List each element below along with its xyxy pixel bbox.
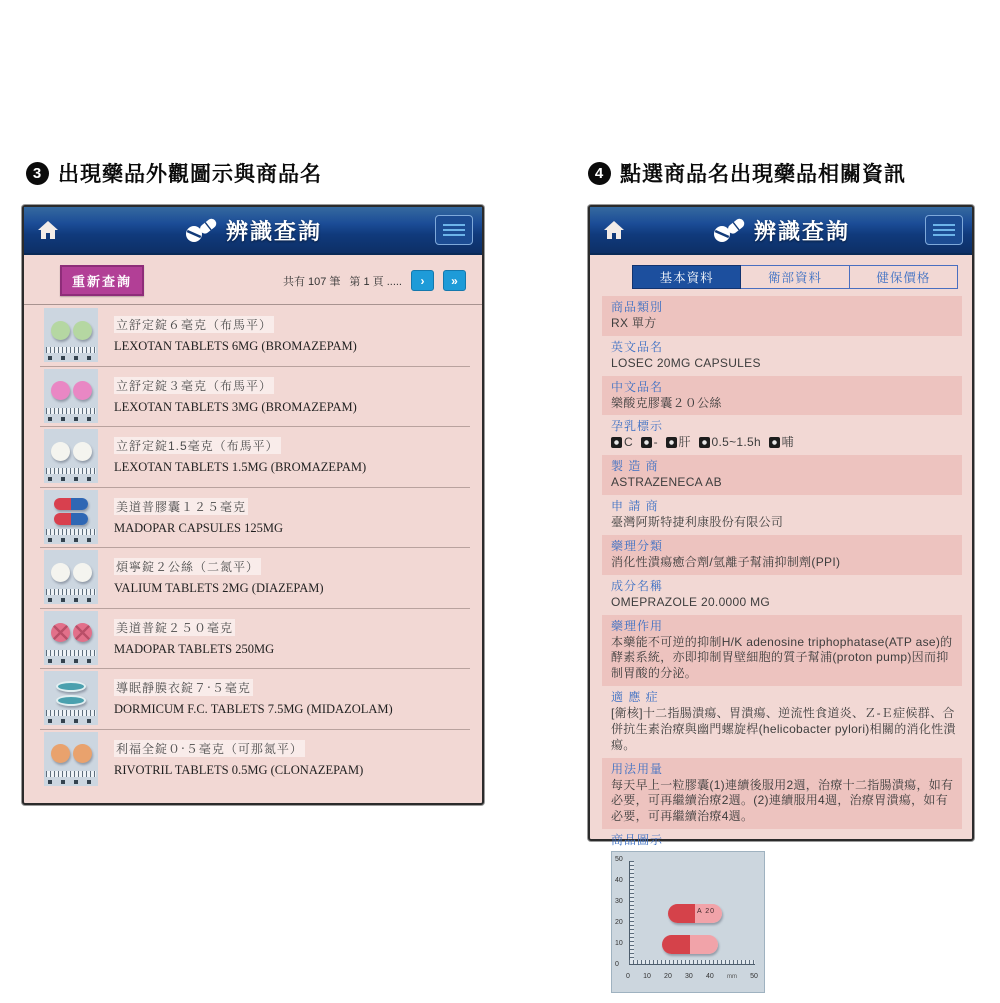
field-value: RX 單方 <box>611 316 657 330</box>
drug-list-item[interactable] <box>24 366 482 427</box>
lactation-icon <box>641 437 652 448</box>
drug-list-item[interactable] <box>24 426 482 487</box>
x-axis-ticks: 0 10 20 30 40 mm 50 <box>626 973 758 981</box>
results-toolbar <box>24 255 482 305</box>
white-tablet-icon <box>73 442 92 461</box>
drug-photo-thumbnail <box>44 490 98 544</box>
drug-name-zh[interactable]: 導眠靜膜衣錠７‧５毫克 <box>116 681 251 696</box>
last-page-button[interactable]: » <box>443 270 466 291</box>
capsule-marking: A 20 <box>696 908 715 916</box>
field-label: 成分名稱 <box>611 578 664 593</box>
red-pink-capsule-icon <box>668 904 722 923</box>
field-product-category <box>602 296 962 336</box>
drug-name-en[interactable]: MADOPAR CAPSULES 125MG <box>114 520 284 535</box>
pink-tablet-icon <box>73 381 92 400</box>
field-label: 製 造 商 <box>611 459 659 474</box>
drug-name-zh[interactable]: 立舒定錠３毫克（布馬平） <box>116 378 273 393</box>
step-caption-left <box>26 158 322 188</box>
drug-photo-thumbnail <box>44 671 98 725</box>
pink-tablet-icon <box>51 381 70 400</box>
home-icon <box>603 220 625 240</box>
drug-list-item[interactable] <box>24 729 482 790</box>
field-label: 中文品名 <box>611 379 664 394</box>
red-pink-capsule-icon <box>662 935 718 954</box>
field-label: 申 請 商 <box>611 499 659 514</box>
drug-name-en[interactable]: RIVOTRIL TABLETS 0.5MG (CLONAZEPAM) <box>114 762 364 777</box>
app-bar <box>24 207 482 255</box>
field-pregnancy-lactation <box>602 415 972 455</box>
field-label: 商品圖示 <box>611 833 664 848</box>
field-value: OMEPRAZOLE 20.0000 MG <box>611 594 771 609</box>
field-label: 孕乳標示 <box>611 419 664 434</box>
field-pharm-action <box>602 615 962 686</box>
orange-tablet-icon <box>73 744 92 763</box>
drug-names <box>114 377 357 415</box>
drug-name-en[interactable]: DORMICUM F.C. TABLETS 7.5MG (MIDAZOLAM) <box>114 702 393 717</box>
red-blue-capsule-icon <box>54 498 88 510</box>
pink-scored-tablet-icon <box>73 623 92 642</box>
field-ingredient <box>602 575 972 615</box>
field-value: 消化性潰瘍癒合劑/氫離子幫浦抑制劑(PPI) <box>611 554 841 569</box>
next-page-button[interactable]: › <box>411 270 434 291</box>
field-value: LOSEC 20MG CAPSULES <box>611 355 761 370</box>
field-label: 藥理分類 <box>611 538 664 553</box>
white-tablet-icon <box>51 442 70 461</box>
step-caption-text: 點選商品名出現藥品相關資訊 <box>620 163 906 186</box>
green-tablet-icon <box>51 321 70 340</box>
drug-list-item[interactable] <box>24 487 482 548</box>
field-chinese-name <box>602 376 962 416</box>
vertical-ruler <box>629 861 634 962</box>
pill-logo-icon <box>184 217 218 243</box>
tab-nhi-price[interactable]: 健保價格 <box>850 265 958 289</box>
mark-label: - <box>653 435 658 450</box>
drug-photo-thumbnail <box>44 308 98 362</box>
green-tablet-icon <box>73 321 92 340</box>
field-label: 商品類別 <box>611 300 664 314</box>
results-screen <box>22 205 484 805</box>
app-title: 辨識查詢 <box>753 218 851 244</box>
hamburger-icon <box>933 224 955 226</box>
drug-names <box>114 316 357 354</box>
app-bar <box>590 207 972 255</box>
drug-detail-screen <box>588 205 974 981</box>
pill-logo-icon <box>712 217 746 243</box>
step-number-badge: 3 <box>26 162 49 185</box>
field-manufacturer <box>602 455 962 495</box>
drug-name-zh[interactable]: 利福全錠０‧５毫克（可那氮平） <box>116 741 303 756</box>
drug-name-zh[interactable]: 美道普膠囊１２５毫克 <box>116 499 247 514</box>
drug-photo-thumbnail <box>44 550 98 604</box>
field-pharm-category <box>602 535 962 575</box>
drug-result-list <box>24 305 482 789</box>
mark-label: C <box>624 435 633 450</box>
drug-name-zh[interactable]: 立舒定錠６毫克（布馬平） <box>116 318 273 333</box>
ruler-strip <box>46 347 96 353</box>
app-title-group <box>712 215 850 246</box>
drug-list-item[interactable] <box>24 547 482 608</box>
field-value: ASTRAZENECA AB <box>611 475 722 490</box>
field-applicant <box>602 495 972 535</box>
drug-name-zh[interactable]: 煩寧錠２公絲（二氮平） <box>116 560 260 575</box>
home-icon <box>37 220 59 240</box>
mark-label: 肝 <box>678 435 691 450</box>
pagination <box>283 270 466 291</box>
field-indications <box>602 686 972 757</box>
drug-photo-thumbnail <box>44 732 98 786</box>
drug-list-item[interactable] <box>24 608 482 669</box>
app-title-group <box>184 215 322 246</box>
pregnancy-marks <box>611 435 964 451</box>
liver-icon <box>666 437 677 448</box>
detail-tabs <box>632 265 958 289</box>
drug-names <box>114 619 274 657</box>
tab-basic-info[interactable]: 基本資料 <box>632 265 741 289</box>
step-caption-text: 出現藥品外觀圖示與商品名 <box>58 163 322 186</box>
drug-list-item[interactable] <box>24 305 482 366</box>
drug-names <box>114 679 393 717</box>
drug-photo-thumbnail <box>44 611 98 665</box>
field-label: 英文品名 <box>611 339 664 354</box>
orange-tablet-icon <box>51 744 70 763</box>
field-product-image <box>602 829 972 1003</box>
tab-mohw-info[interactable]: 衛部資料 <box>741 265 849 289</box>
pink-scored-tablet-icon <box>51 623 70 642</box>
home-button[interactable] <box>33 215 63 245</box>
menu-button[interactable] <box>435 215 473 245</box>
field-value: 樂酸克膠囊２０公絲 <box>611 395 722 410</box>
step-number-badge: 4 <box>588 162 611 185</box>
drug-name-zh[interactable]: 立舒定錠1.5毫克（布馬平） <box>116 439 279 454</box>
menu-button[interactable] <box>925 215 963 245</box>
drug-name-en[interactable]: VALIUM TABLETS 2MG (DIAZEPAM) <box>114 581 324 596</box>
y-axis-ticks: 50 40 30 20 10 0 <box>615 856 623 969</box>
field-dosage <box>602 758 962 829</box>
drug-photo-thumbnail <box>44 429 98 483</box>
mark-label: 哺 <box>781 435 794 450</box>
home-button[interactable] <box>599 215 629 245</box>
field-label: 藥理作用 <box>611 618 664 633</box>
result-count: 共有 107 筆 <box>282 275 341 288</box>
teal-oval-tablet-icon <box>56 695 86 706</box>
app-title: 辨識查詢 <box>225 218 323 244</box>
drug-name-zh[interactable]: 美道普錠２５０毫克 <box>116 620 234 635</box>
drug-product-photo <box>611 851 765 993</box>
mark-label: 0.5~1.5h <box>711 435 761 450</box>
field-value: [衛核]十二指腸潰瘍、胃潰瘍、逆流性食道炎、Ｚ-Ｅ症候群、合併抗生素治療與幽門螺旋桿(helicobacter pylori)相關的消化性潰瘍。 <box>611 706 956 752</box>
drug-photo-thumbnail <box>44 369 98 423</box>
drug-name-en[interactable]: MADOPAR TABLETS 250MG <box>114 641 275 656</box>
drug-names <box>114 437 366 475</box>
drug-names <box>114 558 324 596</box>
drug-name-en[interactable]: LEXOTAN TABLETS 3MG (BROMAZEPAM) <box>114 399 357 414</box>
white-tablet-icon <box>73 563 92 582</box>
drug-name-en[interactable]: LEXOTAN TABLETS 6MG (BROMAZEPAM) <box>114 339 357 354</box>
breastfeeding-icon <box>769 437 780 448</box>
field-value: 每天早上一粒膠囊(1)連續後服用2週，治療十二指腸潰瘍，如有必要，可再繼續治療2週。(2)連續服用4週，治療胃潰瘍，如有必要，可再繼續治療4週。 <box>611 777 954 824</box>
white-tablet-icon <box>51 563 70 582</box>
drug-names <box>114 740 363 778</box>
horizontal-ruler <box>629 960 755 965</box>
pregnancy-category-icon <box>611 437 622 448</box>
step-caption-right <box>588 158 906 188</box>
red-blue-capsule-icon <box>54 513 88 525</box>
page-indicator: 第 1 頁 ..... <box>349 275 402 288</box>
field-label: 適 應 症 <box>611 690 659 705</box>
field-value: 本藥能不可逆的抑制H/K adenosine triphophatase(ATP ase)的酵素系統，亦即抑制胃壁細胞的質子幫浦(proton pump)因而抑制胃酸的分泌。 <box>611 634 953 681</box>
field-value: 臺灣阿斯特捷利康股份有限公司 <box>611 515 784 530</box>
requery-button[interactable]: 重新查詢 <box>60 265 144 296</box>
drug-list-item[interactable] <box>24 668 482 729</box>
field-label: 用法用量 <box>611 761 664 776</box>
ruler-unit: mm <box>726 974 737 981</box>
half-life-icon <box>699 437 710 448</box>
drug-name-en[interactable]: LEXOTAN TABLETS 1.5MG (BROMAZEPAM) <box>114 460 367 475</box>
teal-oval-tablet-icon <box>56 681 86 692</box>
hamburger-icon <box>443 224 465 226</box>
field-english-name <box>602 336 972 376</box>
drug-names <box>114 498 283 536</box>
detail-fields <box>590 296 972 1003</box>
